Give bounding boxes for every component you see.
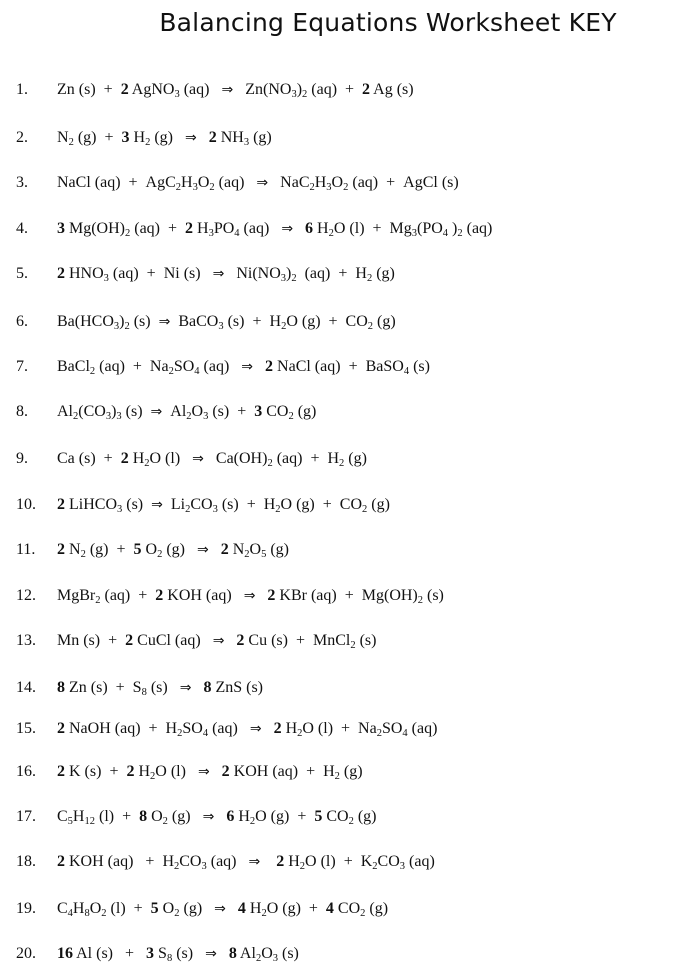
equation-number: 1. [16,81,28,98]
equation-number: 11. [16,541,36,558]
equation-text: $N_2$ (g) + 3 $H_2$ (g) ⇒ 2 $NH_3$ (g) [57,129,272,148]
equation-text: Mn (s) + 2 CuCl (aq) ⇒ 2 Cu (s) + MnCl$_2$ (s) [57,632,377,651]
equation-row [0,125,676,151]
equation-text: MgBr$_2$ (aq) + 2 KOH (aq) ⇒ 2 KBr $(aq) + Mg(OH)_2$ (s) [57,587,444,606]
equation-number: 19. [16,900,36,917]
equation-text: $C_4H_8O_2$ (l) + 5 $O_2$ (g) ⇒ 4 $H_2O$ (g) + 4 $CO_2$ (g) [57,900,389,919]
equation-number: 4. [16,220,28,237]
equation-row [0,759,676,785]
equation-number: 5. [16,265,28,282]
equation-row [0,675,676,701]
equation-row [0,537,676,563]
equation-text: $C_5H_{12}$ (l) + 8 $O_2$ (g) ⇒ 6 $H_2O$ (g) + 5 $CO_2$ (g) [57,808,377,827]
equation-row [0,583,676,609]
equation-number: 3. [16,174,28,191]
equation-row [0,261,676,287]
equation-row [0,849,676,875]
equation-number: 9. [16,450,28,467]
equation-number: 20. [16,945,36,962]
equation-number: 6. [16,313,28,330]
equation-text: NaCl $(aq) + AgC_2H_3O_2$ (aq) ⇒ $NaC_2H_3O_2$ (aq) + AgCl (s) [57,174,459,193]
equation-text: 2 NaOH $(aq) + H_2SO_4$ (aq) ⇒ 2 $H_2O$ $(l) + Na_2SO_4$ (aq) [57,720,438,739]
equation-text: Zn (s) + 2 AgNO$_3$ (aq) ⇒ $Zn(NO_3)_2$ (aq) + 2 Ag (s) [57,81,414,100]
equation-number: 10. [16,496,36,513]
equation-row [0,354,676,380]
equation-text: 2 LiHCO$_3$ (s) ⇒ $Li_2CO_3$ $(s) + H_2O$ $(g) + CO_2$ (g) [57,496,390,515]
equation-row [0,804,676,830]
equation-row [0,216,676,242]
equation-row [0,941,676,967]
equation-row [0,309,676,335]
equation-row [0,716,676,742]
equation-number: 8. [16,403,28,420]
equation-text: 16 Al (s) + 3 $S_8$ (s) ⇒ 8 $Al_2O_3$ (s) [57,945,299,964]
equation-text: 2 K (s) + 2 $H_2O$ (l) ⇒ 2 KOH $(aq) + H_2$ (g) [57,763,363,782]
equation-text: 2 KOH $(aq) + H_2CO_3$ (aq) ⇒ 2 $H_2O$ $(l) + K_2CO_3$ (aq) [57,853,435,872]
equation-number: 2. [16,129,28,146]
equation-number: 13. [16,632,36,649]
equation-number: 17. [16,808,36,825]
equation-text: BaCl$_2$ $(aq) + Na_2SO_4$ (aq) ⇒ 2 NaCl (aq) + BaSO$_4$ (s) [57,358,430,377]
equation-number: 15. [16,720,36,737]
equation-row [0,77,676,103]
equation-text: 8 Zn $(s) + S_8$ (s) ⇒ 8 ZnS (s) [57,679,264,698]
equation-text: 3 $Mg(OH)_2$ (aq) + 2 $H_3PO_4$ (aq) ⇒ 6 $H_2O$ $(l) + Mg_3(PO_4$ )$_2$ (aq) [57,220,493,239]
equation-number: 12. [16,587,36,604]
equation-text: 2 $N_2$ (g) + 5 $O_2$ (g) ⇒ 2 $N_2O_5$ (g) [57,541,289,560]
equation-text: 2 $HNO_3$ (aq) + Ni (s) ⇒ $Ni(NO_3)_2$ $(aq) + H_2$ (g) [57,265,395,284]
equation-row [0,896,676,922]
equation-row [0,446,676,472]
equation-text: $Al_2(CO_3)_3$ (s) ⇒ $Al_2O_3$ (s) + 3 $CO_2$ (g) [57,403,317,422]
equation-number: 18. [16,853,36,870]
equation-number: 14. [16,679,36,696]
equation-text: $Ba(HCO_3)_2$ (s) ⇒ BaCO$_3$ $(s) + H_2O$ $(g) + CO_2$ (g) [57,313,396,332]
equation-row [0,170,676,196]
equation-row [0,628,676,654]
page-title: Balancing Equations Worksheet KEY [159,8,617,37]
equation-text: Ca (s) + 2 $H_2O$ (l) ⇒ $Ca(OH)_2$ $(aq) + H_2$ (g) [57,450,367,469]
equation-row [0,492,676,518]
equation-number: 7. [16,358,28,375]
equation-number: 16. [16,763,36,780]
equation-row [0,399,676,425]
